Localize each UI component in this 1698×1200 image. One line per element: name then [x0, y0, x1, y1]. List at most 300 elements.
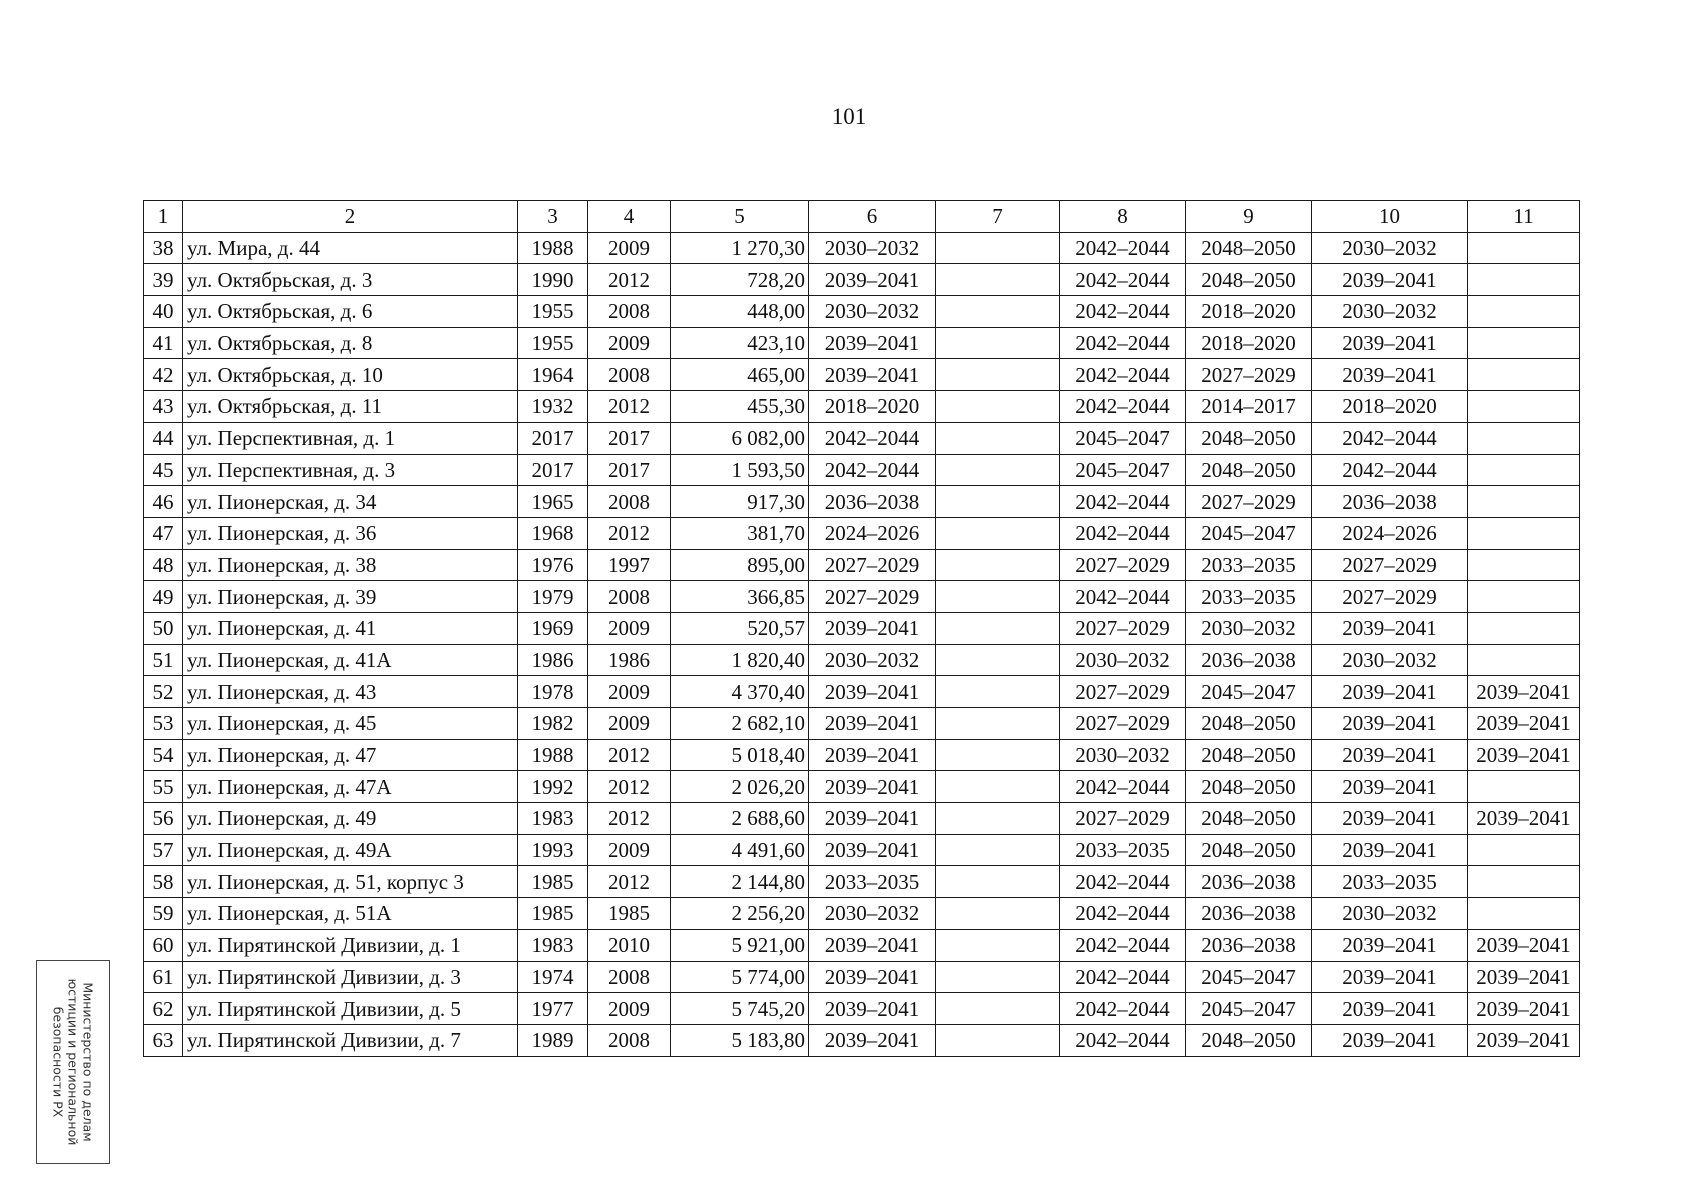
cell-year-3: 2009: [588, 676, 671, 708]
cell-period-8: 2042–2044: [1060, 898, 1186, 930]
table-row: [144, 676, 1580, 708]
cell-period-11: [1468, 644, 1580, 676]
cell-area: 465,00: [671, 359, 809, 391]
column-header-9: 9: [1186, 201, 1312, 233]
cell-period-7: [936, 771, 1060, 803]
cell-period-10: 2033–2035: [1312, 866, 1468, 898]
cell-row-number: 61: [144, 961, 183, 993]
cell-period-9: 2048–2050: [1186, 264, 1312, 296]
cell-area: 2 682,10: [671, 708, 809, 740]
cell-period-10: 2030–2032: [1312, 898, 1468, 930]
cell-address: ул. Пирятинской Дивизии, д. 7: [183, 1024, 518, 1056]
cell-period-9: 2027–2029: [1186, 486, 1312, 518]
cell-period-8: 2030–2032: [1060, 739, 1186, 771]
cell-period-10: 2039–2041: [1312, 708, 1468, 740]
cell-period-11: 2039–2041: [1468, 1024, 1580, 1056]
cell-period-6: 2033–2035: [809, 866, 936, 898]
cell-period-7: [936, 517, 1060, 549]
cell-period-10: 2030–2032: [1312, 232, 1468, 264]
cell-area: 5 183,80: [671, 1024, 809, 1056]
cell-year-3: 2010: [588, 929, 671, 961]
cell-row-number: 39: [144, 264, 183, 296]
cell-address: ул. Пионерская, д. 41: [183, 612, 518, 644]
column-header-7: 7: [936, 201, 1060, 233]
cell-period-7: [936, 1024, 1060, 1056]
cell-period-8: 2042–2044: [1060, 264, 1186, 296]
cell-year-3: 2009: [588, 834, 671, 866]
cell-period-10: 2042–2044: [1312, 454, 1468, 486]
cell-period-11: [1468, 232, 1580, 264]
cell-address: ул. Пионерская, д. 38: [183, 549, 518, 581]
cell-period-11: 2039–2041: [1468, 708, 1580, 740]
cell-period-6: 2039–2041: [809, 708, 936, 740]
column-header-2: 2: [183, 201, 518, 233]
cell-area: 1 270,30: [671, 232, 809, 264]
cell-period-7: [936, 898, 1060, 930]
cell-period-10: 2036–2038: [1312, 486, 1468, 518]
cell-area: 366,85: [671, 581, 809, 613]
cell-period-7: [936, 327, 1060, 359]
cell-period-6: 2042–2044: [809, 454, 936, 486]
cell-year-3: 2008: [588, 1024, 671, 1056]
cell-year-3: 2017: [588, 454, 671, 486]
table-row: [144, 422, 1580, 454]
cell-row-number: 63: [144, 1024, 183, 1056]
cell-period-10: 2042–2044: [1312, 422, 1468, 454]
cell-period-9: 2045–2047: [1186, 961, 1312, 993]
cell-row-number: 52: [144, 676, 183, 708]
cell-build-year: 1976: [518, 549, 588, 581]
cell-period-10: 2024–2026: [1312, 517, 1468, 549]
cell-period-6: 2039–2041: [809, 612, 936, 644]
cell-period-11: 2039–2041: [1468, 993, 1580, 1025]
cell-period-8: 2027–2029: [1060, 676, 1186, 708]
cell-period-7: [936, 739, 1060, 771]
cell-period-10: 2030–2032: [1312, 296, 1468, 328]
cell-row-number: 43: [144, 391, 183, 423]
cell-period-11: [1468, 771, 1580, 803]
cell-year-3: 2012: [588, 739, 671, 771]
cell-build-year: 1965: [518, 486, 588, 518]
cell-area: 728,20: [671, 264, 809, 296]
table-row: [144, 1024, 1580, 1056]
cell-period-11: [1468, 422, 1580, 454]
column-header-8: 8: [1060, 201, 1186, 233]
stamp-line: безопасности РХ: [50, 1006, 66, 1118]
table-row: [144, 771, 1580, 803]
table-row: [144, 993, 1580, 1025]
cell-area: 5 745,20: [671, 993, 809, 1025]
cell-build-year: 1989: [518, 1024, 588, 1056]
cell-period-8: 2042–2044: [1060, 486, 1186, 518]
cell-period-7: [936, 422, 1060, 454]
cell-period-10: 2018–2020: [1312, 391, 1468, 423]
cell-period-9: 2018–2020: [1186, 327, 1312, 359]
cell-period-9: 2030–2032: [1186, 612, 1312, 644]
cell-period-6: 2030–2032: [809, 898, 936, 930]
table-row: [144, 359, 1580, 391]
cell-period-9: 2048–2050: [1186, 232, 1312, 264]
cell-address: ул. Пионерская, д. 51А: [183, 898, 518, 930]
cell-period-9: 2045–2047: [1186, 676, 1312, 708]
cell-period-10: 2039–2041: [1312, 961, 1468, 993]
cell-period-11: [1468, 898, 1580, 930]
cell-period-10: 2039–2041: [1312, 739, 1468, 771]
stamp-text: [51, 964, 96, 1160]
cell-area: 520,57: [671, 612, 809, 644]
cell-period-9: 2048–2050: [1186, 708, 1312, 740]
cell-period-10: 2039–2041: [1312, 771, 1468, 803]
table-header-row: [144, 201, 1580, 233]
cell-period-9: 2018–2020: [1186, 296, 1312, 328]
cell-row-number: 51: [144, 644, 183, 676]
table-body: [144, 232, 1580, 1056]
cell-period-8: 2042–2044: [1060, 517, 1186, 549]
cell-year-3: 2012: [588, 803, 671, 835]
cell-period-9: 2036–2038: [1186, 644, 1312, 676]
cell-row-number: 44: [144, 422, 183, 454]
cell-area: 4 491,60: [671, 834, 809, 866]
cell-row-number: 58: [144, 866, 183, 898]
cell-area: 1 820,40: [671, 644, 809, 676]
cell-period-11: [1468, 612, 1580, 644]
table-row: [144, 391, 1580, 423]
cell-period-11: [1468, 359, 1580, 391]
cell-period-10: 2039–2041: [1312, 264, 1468, 296]
cell-period-11: [1468, 549, 1580, 581]
cell-period-7: [936, 296, 1060, 328]
cell-build-year: 1955: [518, 327, 588, 359]
cell-row-number: 54: [144, 739, 183, 771]
cell-period-6: 2027–2029: [809, 549, 936, 581]
cell-period-6: 2027–2029: [809, 581, 936, 613]
table-row: [144, 296, 1580, 328]
cell-period-8: 2042–2044: [1060, 961, 1186, 993]
cell-period-8: 2030–2032: [1060, 644, 1186, 676]
cell-period-11: 2039–2041: [1468, 961, 1580, 993]
cell-period-6: 2042–2044: [809, 422, 936, 454]
table-row: [144, 898, 1580, 930]
cell-year-3: 1997: [588, 549, 671, 581]
stamp-line: юстиции и региональной: [65, 978, 81, 1146]
cell-period-6: 2018–2020: [809, 391, 936, 423]
cell-address: ул. Мира, д. 44: [183, 232, 518, 264]
table-row: [144, 739, 1580, 771]
cell-build-year: 1988: [518, 232, 588, 264]
table-row: [144, 644, 1580, 676]
cell-period-6: 2024–2026: [809, 517, 936, 549]
cell-row-number: 53: [144, 708, 183, 740]
cell-year-3: 2009: [588, 612, 671, 644]
cell-period-9: 2036–2038: [1186, 866, 1312, 898]
cell-area: 455,30: [671, 391, 809, 423]
cell-period-7: [936, 264, 1060, 296]
cell-period-6: 2030–2032: [809, 644, 936, 676]
cell-period-8: 2027–2029: [1060, 803, 1186, 835]
cell-address: ул. Пионерская, д. 36: [183, 517, 518, 549]
cell-address: ул. Пионерская, д. 45: [183, 708, 518, 740]
cell-year-3: 2008: [588, 961, 671, 993]
cell-build-year: 1990: [518, 264, 588, 296]
cell-period-9: 2033–2035: [1186, 581, 1312, 613]
cell-build-year: 1982: [518, 708, 588, 740]
cell-year-3: 1986: [588, 644, 671, 676]
table-row: [144, 961, 1580, 993]
cell-year-3: 2009: [588, 327, 671, 359]
cell-period-8: 2027–2029: [1060, 549, 1186, 581]
table-row: [144, 612, 1580, 644]
cell-address: ул. Пионерская, д. 49А: [183, 834, 518, 866]
cell-address: ул. Пирятинской Дивизии, д. 1: [183, 929, 518, 961]
cell-area: 381,70: [671, 517, 809, 549]
cell-period-10: 2039–2041: [1312, 993, 1468, 1025]
cell-period-9: 2048–2050: [1186, 454, 1312, 486]
cell-area: 2 688,60: [671, 803, 809, 835]
cell-period-11: [1468, 486, 1580, 518]
cell-build-year: 1986: [518, 644, 588, 676]
cell-period-8: 2027–2029: [1060, 612, 1186, 644]
cell-period-11: [1468, 834, 1580, 866]
cell-row-number: 55: [144, 771, 183, 803]
cell-address: ул. Перспективная, д. 1: [183, 422, 518, 454]
cell-year-3: 2008: [588, 296, 671, 328]
cell-period-10: 2039–2041: [1312, 676, 1468, 708]
table-row: [144, 517, 1580, 549]
cell-row-number: 50: [144, 612, 183, 644]
cell-build-year: 1955: [518, 296, 588, 328]
registration-stamp: [36, 960, 110, 1164]
cell-period-9: 2048–2050: [1186, 803, 1312, 835]
cell-area: 423,10: [671, 327, 809, 359]
cell-period-7: [936, 929, 1060, 961]
table-row: [144, 264, 1580, 296]
cell-period-7: [936, 391, 1060, 423]
cell-period-7: [936, 866, 1060, 898]
cell-period-6: 2039–2041: [809, 359, 936, 391]
cell-row-number: 46: [144, 486, 183, 518]
cell-year-3: 2012: [588, 264, 671, 296]
cell-period-7: [936, 993, 1060, 1025]
cell-period-6: 2039–2041: [809, 676, 936, 708]
table-row: [144, 232, 1580, 264]
cell-build-year: 1983: [518, 929, 588, 961]
cell-year-3: 2009: [588, 708, 671, 740]
cell-period-7: [936, 549, 1060, 581]
cell-period-8: 2033–2035: [1060, 834, 1186, 866]
cell-period-6: 2036–2038: [809, 486, 936, 518]
cell-address: ул. Пионерская, д. 39: [183, 581, 518, 613]
cell-period-8: 2042–2044: [1060, 1024, 1186, 1056]
cell-row-number: 59: [144, 898, 183, 930]
cell-period-6: 2039–2041: [809, 961, 936, 993]
cell-period-11: 2039–2041: [1468, 676, 1580, 708]
cell-year-3: 2008: [588, 359, 671, 391]
cell-row-number: 42: [144, 359, 183, 391]
cell-period-7: [936, 612, 1060, 644]
cell-row-number: 49: [144, 581, 183, 613]
cell-area: 4 370,40: [671, 676, 809, 708]
column-header-5: 5: [671, 201, 809, 233]
cell-address: ул. Пионерская, д. 43: [183, 676, 518, 708]
cell-period-6: 2039–2041: [809, 834, 936, 866]
cell-period-6: 2030–2032: [809, 296, 936, 328]
cell-address: ул. Октябрьская, д. 11: [183, 391, 518, 423]
cell-period-7: [936, 454, 1060, 486]
table-row: [144, 327, 1580, 359]
cell-period-11: 2039–2041: [1468, 803, 1580, 835]
cell-period-8: 2042–2044: [1060, 771, 1186, 803]
cell-period-11: [1468, 327, 1580, 359]
cell-period-11: [1468, 517, 1580, 549]
cell-period-7: [936, 232, 1060, 264]
cell-period-11: [1468, 581, 1580, 613]
cell-build-year: 1993: [518, 834, 588, 866]
cell-period-8: 2045–2047: [1060, 454, 1186, 486]
cell-build-year: 1964: [518, 359, 588, 391]
cell-period-6: 2030–2032: [809, 232, 936, 264]
cell-year-3: 2009: [588, 232, 671, 264]
cell-period-9: 2045–2047: [1186, 993, 1312, 1025]
cell-period-6: 2039–2041: [809, 993, 936, 1025]
cell-period-11: [1468, 454, 1580, 486]
cell-period-7: [936, 581, 1060, 613]
cell-period-9: 2048–2050: [1186, 422, 1312, 454]
page-number: 101: [831, 104, 867, 129]
cell-period-8: 2042–2044: [1060, 327, 1186, 359]
cell-period-7: [936, 961, 1060, 993]
cell-year-3: 2012: [588, 866, 671, 898]
column-header-6: 6: [809, 201, 936, 233]
cell-period-8: 2045–2047: [1060, 422, 1186, 454]
table-row: [144, 486, 1580, 518]
cell-row-number: 41: [144, 327, 183, 359]
cell-row-number: 38: [144, 232, 183, 264]
cell-period-7: [936, 486, 1060, 518]
cell-area: 917,30: [671, 486, 809, 518]
cell-address: ул. Пионерская, д. 47А: [183, 771, 518, 803]
cell-area: 5 921,00: [671, 929, 809, 961]
table-row: [144, 803, 1580, 835]
stamp-line: Министерство по делам: [80, 982, 96, 1142]
cell-period-7: [936, 644, 1060, 676]
cell-area: 895,00: [671, 549, 809, 581]
cell-period-8: 2042–2044: [1060, 929, 1186, 961]
cell-row-number: 57: [144, 834, 183, 866]
table-row: [144, 866, 1580, 898]
cell-address: ул. Пирятинской Дивизии, д. 3: [183, 961, 518, 993]
cell-period-7: [936, 676, 1060, 708]
cell-period-10: 2039–2041: [1312, 803, 1468, 835]
cell-period-10: 2030–2032: [1312, 644, 1468, 676]
cell-area: 2 256,20: [671, 898, 809, 930]
cell-period-7: [936, 359, 1060, 391]
cell-period-6: 2039–2041: [809, 264, 936, 296]
cell-address: ул. Пионерская, д. 49: [183, 803, 518, 835]
table-row: [144, 549, 1580, 581]
cell-year-3: 2008: [588, 486, 671, 518]
cell-period-9: 2033–2035: [1186, 549, 1312, 581]
cell-address: ул. Октябрьская, д. 10: [183, 359, 518, 391]
cell-row-number: 56: [144, 803, 183, 835]
cell-period-9: 2048–2050: [1186, 834, 1312, 866]
cell-period-9: 2036–2038: [1186, 929, 1312, 961]
cell-year-3: 1985: [588, 898, 671, 930]
cell-period-11: 2039–2041: [1468, 929, 1580, 961]
cell-period-8: 2042–2044: [1060, 296, 1186, 328]
cell-period-7: [936, 708, 1060, 740]
cell-build-year: 1969: [518, 612, 588, 644]
cell-period-6: 2039–2041: [809, 771, 936, 803]
cell-address: ул. Октябрьская, д. 3: [183, 264, 518, 296]
cell-period-9: 2014–2017: [1186, 391, 1312, 423]
cell-build-year: 1974: [518, 961, 588, 993]
cell-row-number: 40: [144, 296, 183, 328]
cell-address: ул. Перспективная, д. 3: [183, 454, 518, 486]
cell-period-10: 2039–2041: [1312, 929, 1468, 961]
cell-period-10: 2039–2041: [1312, 359, 1468, 391]
cell-address: ул. Октябрьская, д. 8: [183, 327, 518, 359]
cell-build-year: 1992: [518, 771, 588, 803]
cell-period-11: [1468, 866, 1580, 898]
cell-address: ул. Пионерская, д. 51, корпус 3: [183, 866, 518, 898]
cell-period-10: 2039–2041: [1312, 327, 1468, 359]
cell-address: ул. Октябрьская, д. 6: [183, 296, 518, 328]
cell-period-10: 2039–2041: [1312, 834, 1468, 866]
cell-build-year: 1979: [518, 581, 588, 613]
column-header-3: 3: [518, 201, 588, 233]
cell-area: 448,00: [671, 296, 809, 328]
cell-period-6: 2039–2041: [809, 1024, 936, 1056]
cell-period-6: 2039–2041: [809, 739, 936, 771]
cell-area: 1 593,50: [671, 454, 809, 486]
cell-period-9: 2048–2050: [1186, 739, 1312, 771]
cell-area: 6 082,00: [671, 422, 809, 454]
housing-table: [143, 200, 1579, 1057]
cell-area: 2 144,80: [671, 866, 809, 898]
cell-period-9: 2036–2038: [1186, 898, 1312, 930]
cell-period-9: 2048–2050: [1186, 1024, 1312, 1056]
cell-period-8: 2042–2044: [1060, 391, 1186, 423]
cell-row-number: 60: [144, 929, 183, 961]
cell-year-3: 2012: [588, 771, 671, 803]
cell-period-10: 2027–2029: [1312, 581, 1468, 613]
cell-address: ул. Пионерская, д. 47: [183, 739, 518, 771]
cell-period-7: [936, 803, 1060, 835]
cell-build-year: 1983: [518, 803, 588, 835]
cell-period-9: 2048–2050: [1186, 771, 1312, 803]
table-row: [144, 929, 1580, 961]
cell-period-10: 2039–2041: [1312, 612, 1468, 644]
cell-address: ул. Пирятинской Дивизии, д. 5: [183, 993, 518, 1025]
cell-period-11: [1468, 391, 1580, 423]
cell-build-year: 1977: [518, 993, 588, 1025]
cell-period-8: 2042–2044: [1060, 866, 1186, 898]
column-header-1: 1: [144, 201, 183, 233]
cell-period-6: 2039–2041: [809, 803, 936, 835]
table-row: [144, 581, 1580, 613]
cell-period-8: 2042–2044: [1060, 232, 1186, 264]
cell-period-8: 2042–2044: [1060, 993, 1186, 1025]
cell-row-number: 47: [144, 517, 183, 549]
cell-period-9: 2027–2029: [1186, 359, 1312, 391]
cell-build-year: 1932: [518, 391, 588, 423]
cell-area: 5 774,00: [671, 961, 809, 993]
cell-build-year: 1985: [518, 866, 588, 898]
cell-build-year: 1988: [518, 739, 588, 771]
cell-row-number: 48: [144, 549, 183, 581]
cell-area: 2 026,20: [671, 771, 809, 803]
column-header-10: 10: [1312, 201, 1468, 233]
